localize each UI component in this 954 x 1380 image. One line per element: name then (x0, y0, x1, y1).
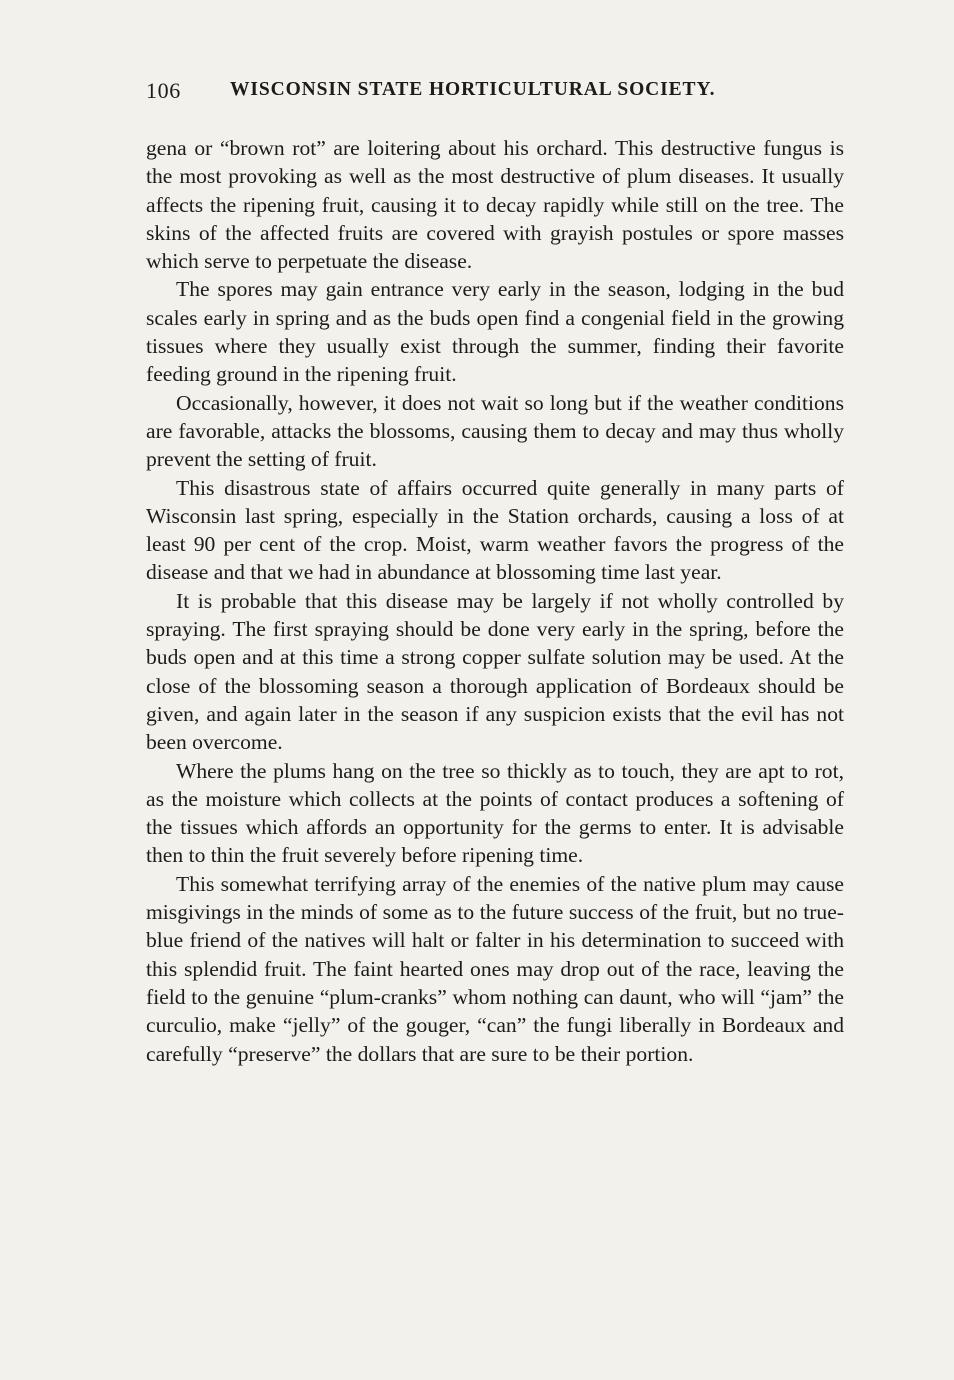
paragraph-4: This disastrous state of affairs occurred quite generally in many parts of Wisconsin last spring, especially in the Station orchards, causing a loss of at least 90 per cent of the crop. Moist, warm weather favors the progress of the disease and that we had in abundance at blossoming time last year. (146, 475, 844, 585)
body-text (146, 134, 844, 1068)
paragraph-5: It is probable that this disease may be largely if not wholly controlled by spraying. The first spraying should be done very early in the spring, before the buds open and at this time a strong copper sulfate solution may be used. At the close of the blossoming season a thorough application of Bordeaux should be given, and again later in the season if any suspicion exists that the evil has not been overcome. (146, 588, 844, 755)
running-head: WISCONSIN STATE HORTICULTURAL SOCIETY. (230, 79, 716, 100)
paragraph-1: gena or “brown rot” are loitering about his orchard. This destructive fungus is the most provoking as well as the most destructive of plum diseases. It usually affects the ripening fruit, causing it to decay rapidly while still on the tree. The skins of the affected fruits are covered with grayish postules or spore masses which serve to perpetuate the disease. (146, 136, 844, 274)
paragraph-2: The spores may gain entrance very early in the season, lodging in the bud scales early in spring and as the buds open find a congenial field in the growing tissues where they usually exist through the summer, finding their favorite feeding ground in the ripening fruit. (146, 277, 844, 387)
page-header (146, 78, 826, 110)
paragraph-3: Occasionally, however, it does not wait so long but if the weather conditions are favorable, attacks the blossoms, causing them to decay and may thus wholly prevent the setting of fruit. (146, 390, 844, 472)
page-number: 106 (146, 78, 181, 103)
paragraph-7: This somewhat terrifying array of the enemies of the native plum may cause misgivings in the minds of some as to the future success of the fruit, but no true-blue friend of the natives will halt or falter in his determination to succeed with this splendid fruit. The faint hearted ones may drop out of the race, leaving the field to the genuine “plum-cranks” whom nothing can daunt, who will “jam” the curculio, make “jelly” of the gouger, “can” the fungi liberally in Bordeaux and carefully “preserve” the dollars that are sure to be their portion. (146, 871, 844, 1066)
paragraph-6: Where the plums hang on the tree so thickly as to touch, they are apt to rot, as the moisture which collects at the points of contact produces a softening of the tissues which affords an opportunity for the germs to enter. It is advisable then to thin the fruit severely before ripening time. (146, 758, 844, 868)
